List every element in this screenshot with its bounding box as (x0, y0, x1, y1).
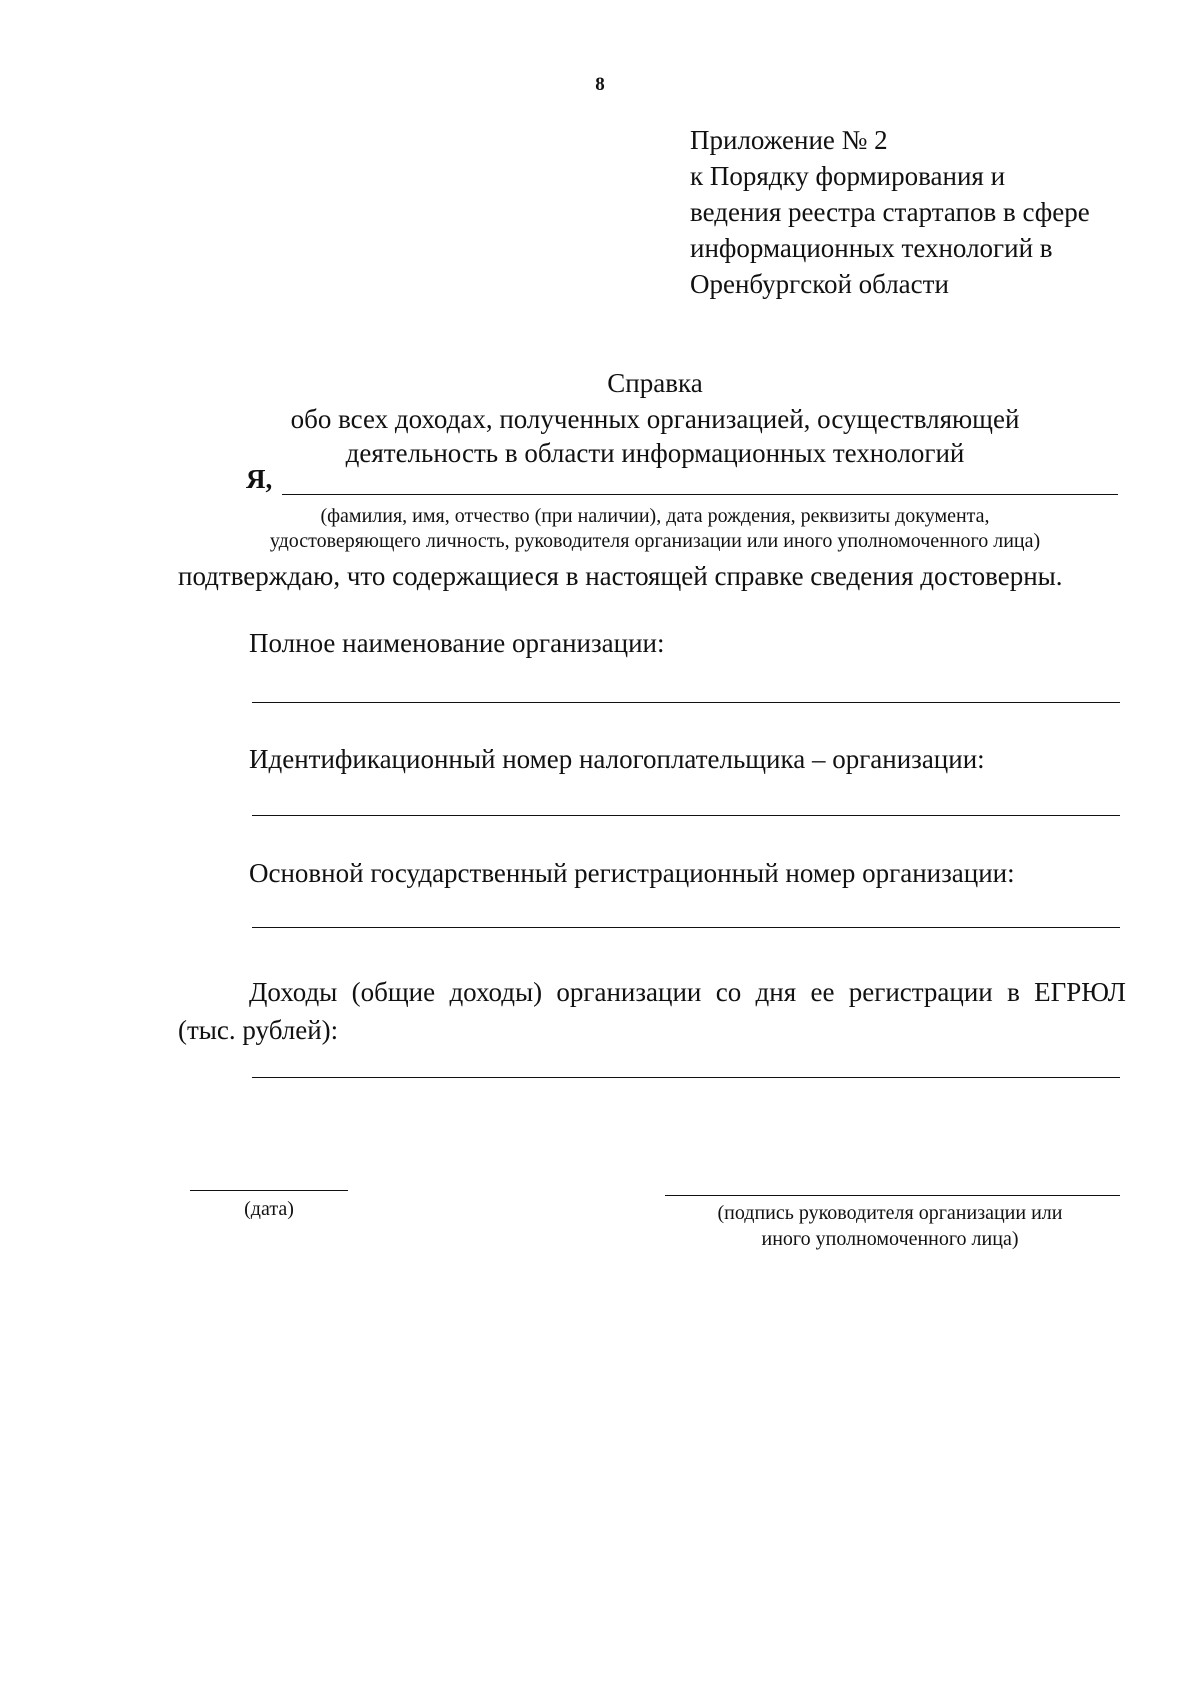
document-subtitle-line: деятельность в области информационных технологий (345, 438, 965, 468)
appendix-line: к Порядку формирования и (690, 161, 1006, 191)
declarant-field-line[interactable] (282, 494, 1118, 495)
ogrn-field-line[interactable] (252, 927, 1120, 928)
appendix-header (690, 122, 1090, 302)
income-label-line: (тыс. рублей): (178, 1015, 339, 1045)
income-label-line: Доходы (общие доходы) организации со дня ее регистрации в ЕГРЮЛ (249, 977, 1126, 1007)
full-name-label: Полное наименование организации: (249, 628, 665, 658)
declarant-caption (0, 504, 1200, 554)
full-name-field-line[interactable] (252, 702, 1120, 703)
appendix-line: ведения реестра стартапов в сфере (690, 197, 1090, 227)
signature-caption (640, 1200, 1140, 1252)
appendix-line: информационных технологий в (690, 233, 1053, 263)
date-caption: (дата) (244, 1198, 294, 1220)
document-subtitle (0, 402, 1200, 470)
confirmation-text: подтверждаю, что содержащиеся в настоящей справке сведения достоверны. (178, 561, 1063, 591)
signature-caption-line: иного уполномоченного лица) (761, 1228, 1019, 1250)
page-number: 8 (595, 74, 605, 95)
date-field-line[interactable] (190, 1190, 348, 1191)
declarant-caption-line: удостоверяющего личность, руководителя организации или иного уполномоченного лица) (269, 530, 1041, 552)
income-label (178, 973, 1126, 1049)
document-subtitle-line: обо всех доходах, полученных организацией, осуществляющей (290, 404, 1020, 434)
document-title: Справка (607, 368, 703, 398)
declarant-caption-line: (фамилия, имя, отчество (при наличии), дата рождения, реквизиты документа, (320, 505, 990, 527)
signature-caption-line: (подпись руководителя организации или (717, 1202, 1063, 1224)
income-field-line[interactable] (252, 1077, 1120, 1078)
inn-field-line[interactable] (252, 815, 1120, 816)
appendix-line: Оренбургской области (690, 269, 949, 299)
declarant-prefix: Я, (246, 464, 273, 494)
ogrn-label: Основной государственный регистрационный номер организации: (249, 858, 1015, 888)
signature-field-line[interactable] (665, 1195, 1120, 1196)
inn-label: Идентификационный номер налогоплательщика – организации: (249, 744, 985, 774)
appendix-line: Приложение № 2 (690, 125, 888, 155)
